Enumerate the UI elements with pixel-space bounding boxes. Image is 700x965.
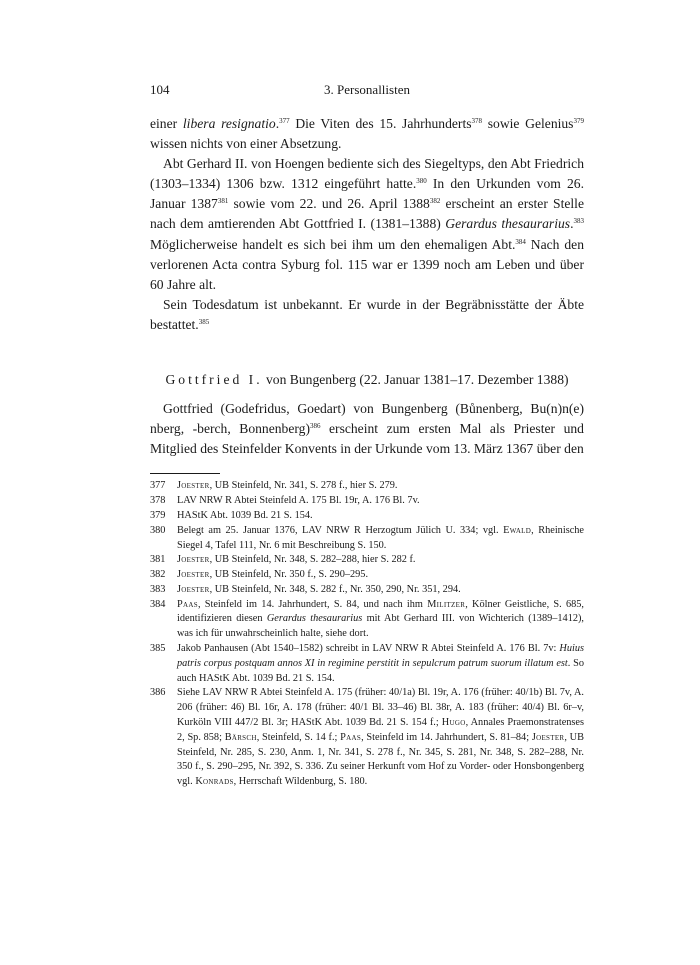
- footnote-number: 378: [150, 495, 166, 507]
- footnote-number: 377: [150, 480, 166, 492]
- running-head: 3. Personallisten: [324, 82, 410, 97]
- paragraph-3: Sein Todesdatum ist unbekannt. Er wurde in der Begräbnisstätte der Äbte bestattet.$^{385}$: [150, 296, 584, 332]
- section-heading: Gottfried I. von Bungenberg (22. Januar 1381–17. Dezember 1388): [165, 372, 569, 388]
- footnote-ref-385[interactable]: 385: [198, 317, 210, 326]
- footnote-number: 380: [150, 524, 166, 536]
- paragraph-4: Gottfried (Godefridus, Goedart) von Bungenberg (Bůnenberg, Bu(n)n(e) nberg, -berch, Bonnenberg)$^{386}$ erscheint zum ersten Mal als Priester und Mitglied des Steinfelder Konvents in der Urkunde vom 13. März 1367 über den: [150, 401, 584, 457]
- footnote-ref-380[interactable]: 380: [416, 177, 427, 186]
- footnote-377: 377 Joester, UB Steinfeld, Nr. 341, S. 278 f., hier S. 279.: [150, 479, 584, 494]
- footnote-ref-381[interactable]: 381: [217, 197, 229, 206]
- footnote-382: 382 Joester, UB Steinfeld, Nr. 350 f., S. 290–295.: [150, 568, 584, 583]
- footnote-ref-386[interactable]: 386: [309, 422, 321, 431]
- footnote-ref-384[interactable]: 384: [515, 237, 526, 246]
- page-number: 104: [150, 82, 170, 97]
- book-page: [150, 82, 584, 790]
- latin-term: Gerardus thesaurarius: [445, 216, 571, 232]
- footnote-ref-378[interactable]: 378: [471, 117, 483, 125]
- paragraph-2: Abt Gerhard II. von Hoengen bediente sich des Siegeltyps, den Abt Friedrich (1303–1334) 1306 bzw. 1312 eingeführt hatte.$^{380}$ In den Urkunden vom 26. Januar 1387$^{381}$ sowie vom 22. und 26. April 1388$^{382}$ erscheint an erster Stelle nach dem amtierenden Abt Gottfried I. (1381–1388) Gerardus thesaurarius.$^{383}$ Möglicherweise handelt es sich bei ihm um den ehemaligen Abt.$^{384}$ Nach den verlorenen Acta contra Syburg fol. 115 war er 1399 noch am Leben und über 60 Jahre alt.: [150, 156, 585, 292]
- footnotes: [150, 479, 584, 790]
- footnote-number: 379: [150, 509, 166, 521]
- footnote-divider: [150, 473, 220, 474]
- footnote-ref-377[interactable]: 377: [279, 117, 290, 125]
- main-text: [150, 114, 584, 459]
- footnote-379: 379 HAStK Abt. 1039 Bd. 21 S. 154.: [150, 509, 584, 524]
- footnote-380: 380 Belegt am 25. Januar 1376, LAV NRW R Herzogtum Jülich U. 334; vgl. Ewald, Rheinische Siegel 4, Tafel 111, Nr. 6 mit Beschreibung S. 150.: [150, 524, 584, 554]
- latin-term: libera resignatio: [182, 116, 276, 131]
- footnote-number: 382: [150, 569, 166, 581]
- footnote-384: 384 Paas, Steinfeld im 14. Jahrhundert, S. 84, und nach ihm Militzer, Kölner Geistliche, S. 685, identifizieren diesen Gerardus thesaurarius mit Abt Gerhard III. von Wichterich (1389–1412), was ich für unwahrscheinlich halte, siehe dort.: [150, 598, 584, 642]
- footnote-ref-383[interactable]: 383: [573, 217, 584, 226]
- footnote-378: 378 LAV NRW R Abtei Steinfeld A. 175 Bl. 19r, A. 176 Bl. 7v.: [150, 494, 584, 509]
- paragraph-1: einer libera resignatio.$^{377}$ Die Viten des 15. Jahrhunderts$^{378}$ sowie Gelenius$^{379}$ wissen nichts von einer Absetzung.: [150, 116, 584, 152]
- abbot-name: Gottfried I.: [165, 372, 263, 388]
- footnote-number: 383: [150, 583, 166, 595]
- footnote-386: 386 Siehe LAV NRW R Abtei Steinfeld A. 175 (früher: 40/1a) Bl. 19r, A. 176 (früher: 40/1b) Bl. 7v, A. 206 (früher: 46) Bl. 16r, A. 178 (früher: 40/1 Bl. 33–46) Bl. 38r, A. 183 (früher: 40/4) Bl. 6r–v, Kurköln VIII 447/2 Bl. 3r; HAStK Abt. 1039 Bd. 21 S. 154 f.; Hugo, Annales Praemonstratenses 2, Sp. 858; Bärsch, Steinfeld, S. 14 f.; Paas, Steinfeld im 14. Jahrhundert, S. 81–84; Joester, UB Steinfeld, Nr. 285, S. 230, Anm. 1, Nr. 341, S. 278 f., Nr. 345, S. 281, Nr. 348, S. 282–288, Nr. 350 f., S. 290–295, Nr. 392, S. 336. Zu seiner Herkunft vom Hof zu Vorder- oder Honsbongenberg vgl. Konrads, Herrschaft Wildenburg, S. 180.: [150, 686, 584, 790]
- footnote-number: 385: [150, 643, 166, 655]
- footnote-383: 383 Joester, UB Steinfeld, Nr. 348, S. 282 f., Nr. 350, 290, Nr. 351, 294.: [150, 583, 584, 598]
- footnote-ref-382[interactable]: 382: [429, 197, 441, 206]
- footnote-385: 385 Jakob Panhausen (Abt 1540–1582) schreibt in LAV NRW R Abtei Steinfeld A. 176 Bl. 7v: Huius patris corpus postquam annos XI in regimine perstitit in sepulcrum patrum suorum illatum est. So auch HAStK Abt. 1039 Bd. 21 S. 154.: [150, 642, 584, 686]
- page-header: [150, 82, 584, 104]
- footnote-number: 384: [150, 598, 166, 610]
- footnote-381: 381 Joester, UB Steinfeld, Nr. 348, S. 282–288, hier S. 282 f.: [150, 553, 584, 568]
- footnote-ref-379[interactable]: 379: [573, 117, 584, 125]
- footnote-number: 381: [150, 554, 166, 566]
- footnote-number: 386: [150, 687, 166, 699]
